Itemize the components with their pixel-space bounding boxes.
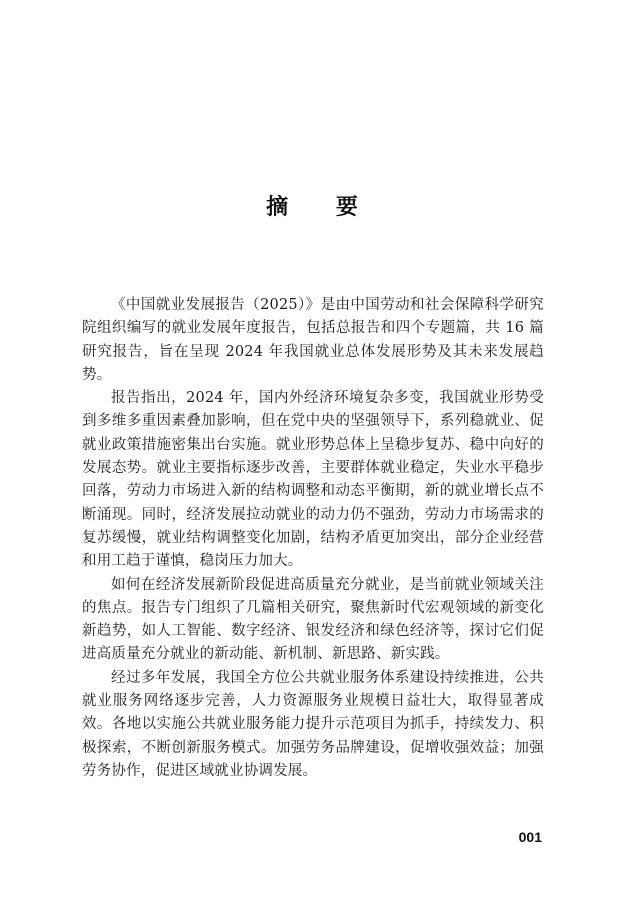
paragraph-2: 报告指出，2024 年，国内外经济环境复杂多变，我国就业形势受到多维多重因素叠加影响，但在党中央的坚强领导下，系列稳就业、促就业政策措施密集出台实施。就业形势总体上呈稳步复苏、稳中向好的发展态势。就业主要指标逐步改善，主要群体就业稳定，失业水平稳步回落，劳动力市场进入新的结构调整和动态平衡期，新的就业增长点不断涌现。同时，经济发展拉动就业的动力仍不强劲，劳动力市场需求的复苏缓慢，就业结构调整变化加剧，结构矛盾更加突出，部分企业经营和用工趋于谨慎，稳岗压力加大。	[82, 390, 544, 570]
paragraph-4: 经过多年发展，我国全方位公共就业服务体系建设持续推进，公共就业服务网络逐步完善，人力资源服务业规模日益壮大，取得显著成效。各地以实施公共就业服务能力提升示范项目为抓手，持续发力、积极探索，不断创新服务模式。加强劳务品牌建设，促增收强效益；加强劳务协作，促进区域就业协调发展。	[82, 669, 544, 779]
paragraph-1: 《中国就业发展报告（2025）》是由中国劳动和社会保障科学研究院组织编写的就业发展年度报告，包括总报告和四个专题篇，共 16 篇研究报告，旨在呈现 2024 年我国就业总体发展形势及其未来发展趋势。	[82, 297, 544, 383]
abstract-body	[82, 294, 544, 783]
page-number: 001	[518, 829, 542, 845]
page-title: 摘 要	[266, 195, 378, 220]
paragraph-3: 如何在经济发展新阶段促进高质量充分就业，是当前就业领域关注的焦点。报告专门组织了几篇相关研究，聚焦新时代宏观领域的新变化新趋势，如人工智能、数字经济、银发经济和绿色经济等，探讨它们促进高质量充分就业的新动能、新机制、新思路、新实践。	[82, 576, 544, 663]
